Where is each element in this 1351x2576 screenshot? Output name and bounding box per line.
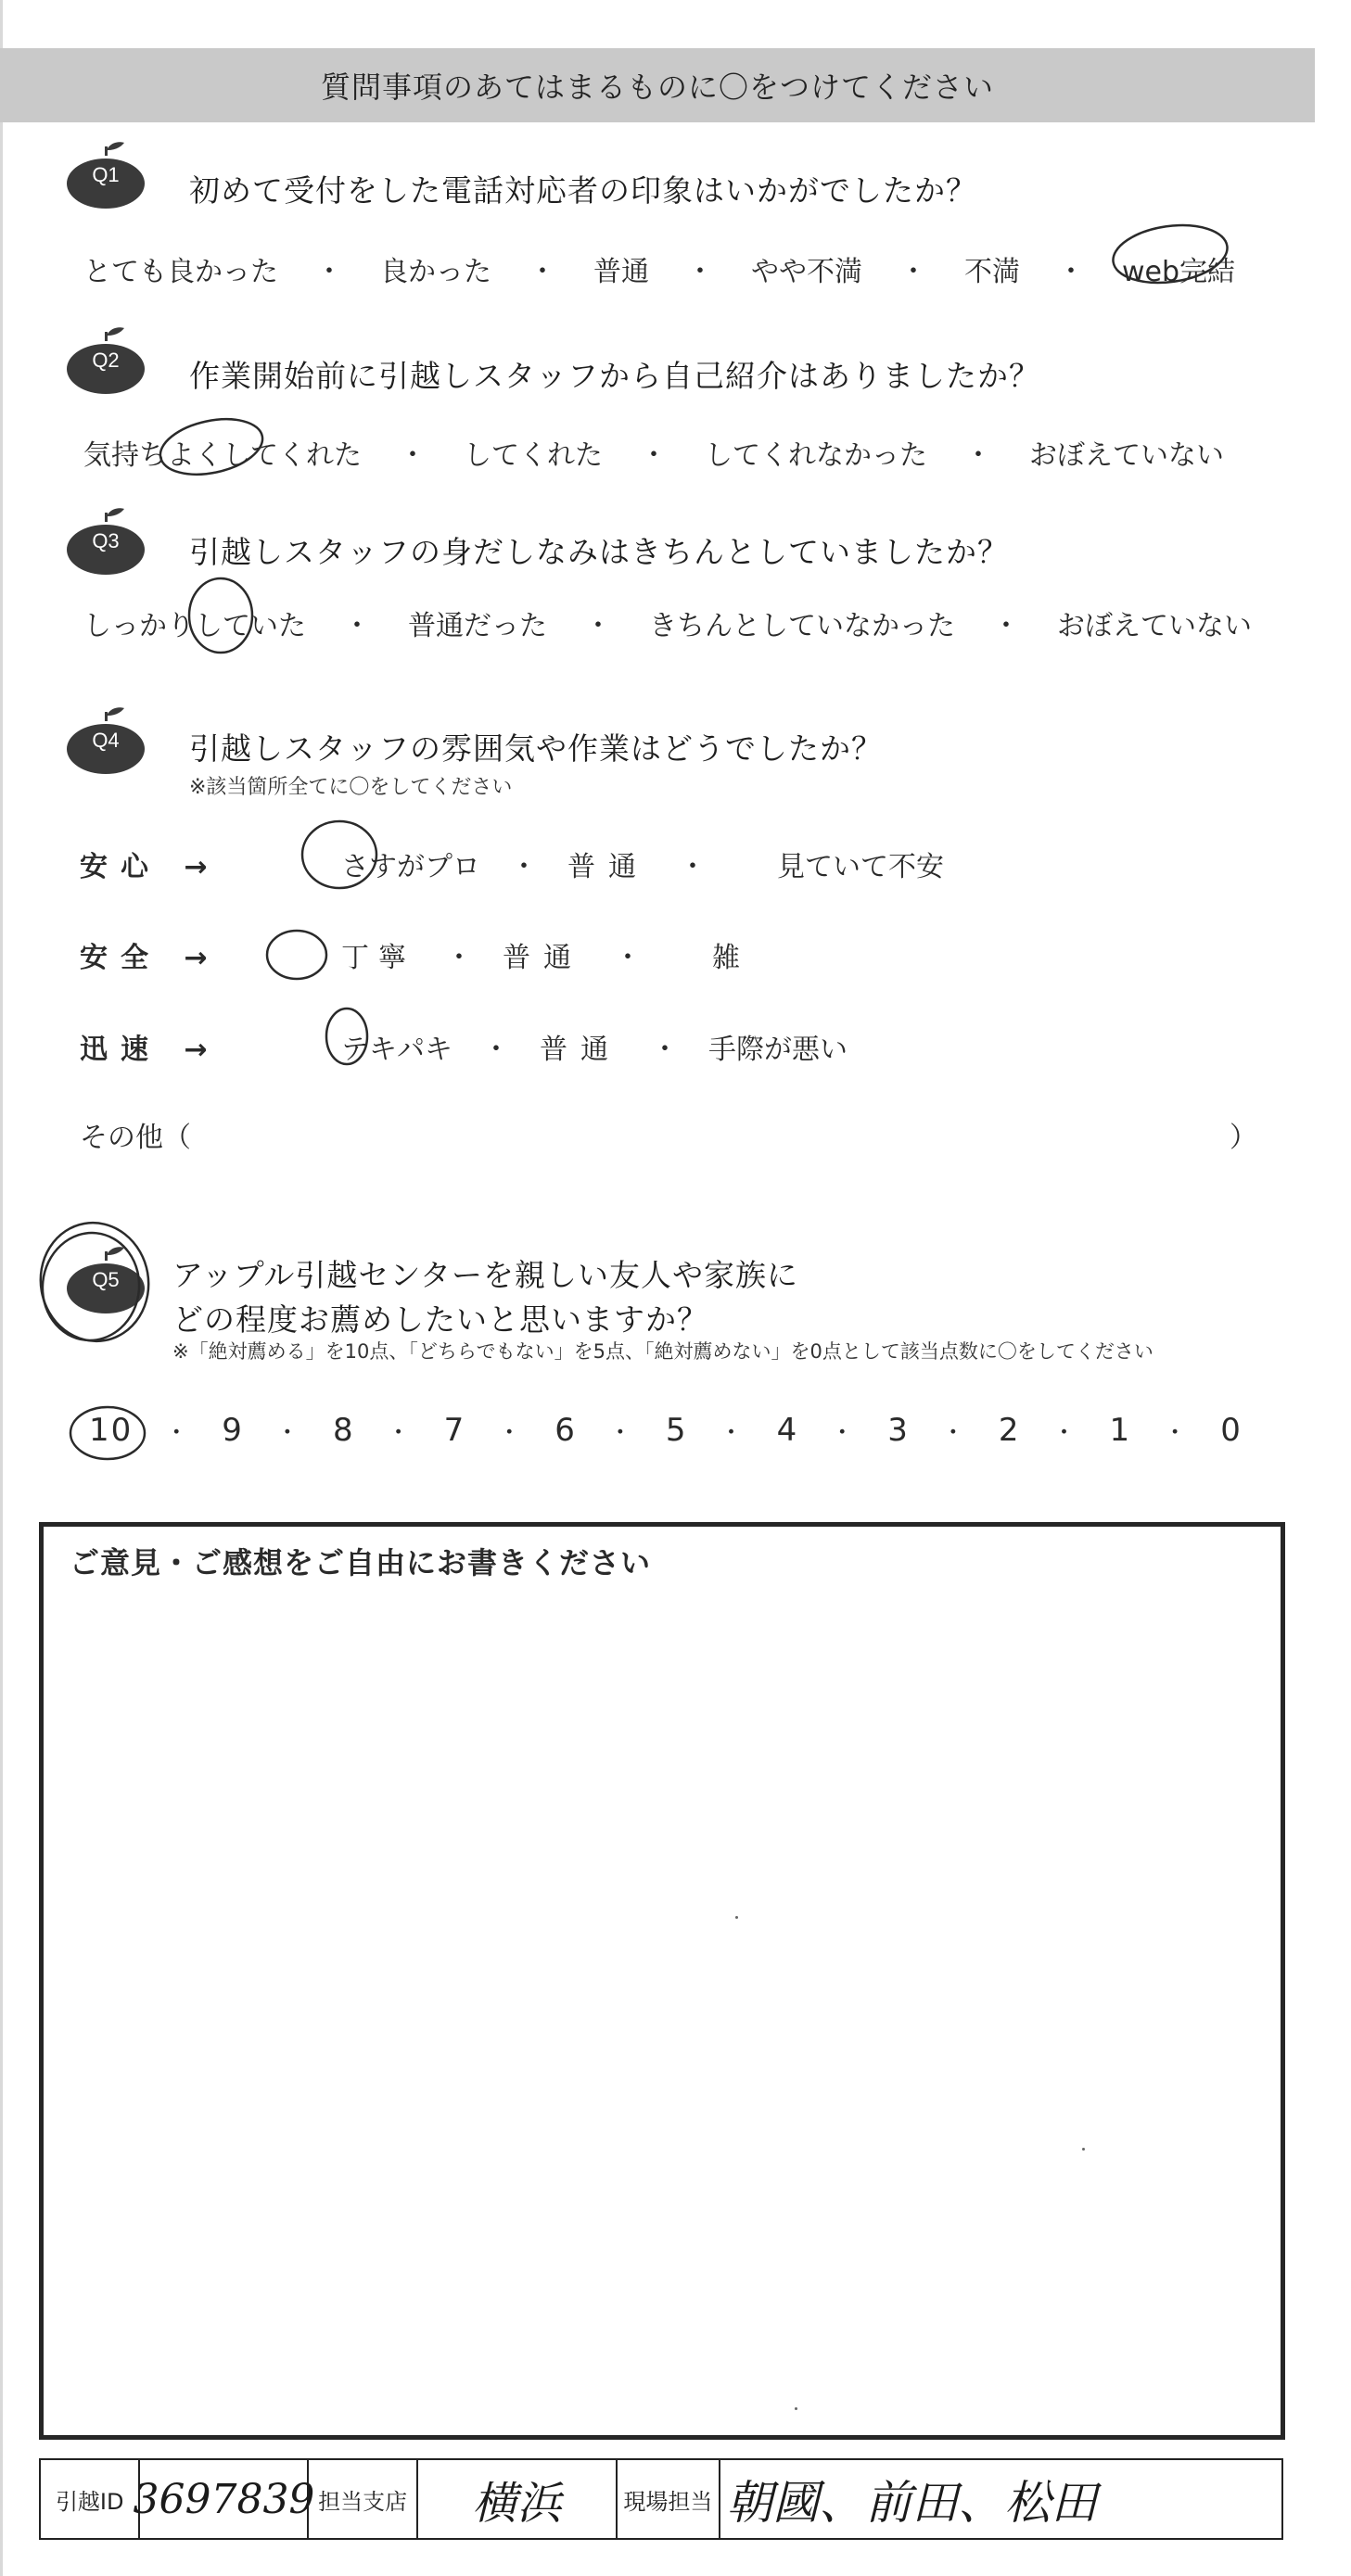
q4-other-row[interactable]	[80, 1114, 1257, 1155]
q4-row-anzen	[80, 934, 740, 975]
q5-score[interactable]: 5	[665, 1412, 688, 1449]
q2-question: 作業開始前に引越しスタッフから自己紹介はありましたか？	[189, 358, 1040, 394]
separator-dot: ・	[992, 610, 1020, 642]
q5-score[interactable]: 10	[89, 1412, 134, 1449]
q2-label: Q2	[92, 349, 120, 372]
separator-dot: ・	[164, 1418, 191, 1447]
q4-row-anshin	[80, 844, 944, 884]
q4-question: 引越しスタッフの雰囲気や作業はどうでしたか？	[189, 730, 883, 767]
q5-score[interactable]: 6	[554, 1412, 577, 1449]
q1-option[interactable]: 良かった	[380, 256, 491, 288]
q4-option[interactable]: 普通	[503, 942, 584, 974]
comment-title: ご意見・ご感想をご自由にお書きください	[70, 1545, 652, 1580]
q5-score[interactable]: 9	[222, 1412, 244, 1449]
comment-box[interactable]	[39, 1522, 1285, 2440]
separator-dot: ・	[940, 1418, 967, 1447]
q1-option[interactable]: 普通	[593, 256, 649, 288]
branch-value[interactable]: 横浜	[418, 2460, 618, 2538]
separator-dot: ・	[964, 439, 992, 472]
separator-dot: ・	[584, 610, 612, 642]
separator-dot: ・	[1051, 1418, 1078, 1447]
separator-dot: ・	[510, 851, 538, 883]
q3-options	[83, 603, 1252, 643]
scan-speck	[795, 2407, 797, 2410]
separator-dot: ・	[679, 851, 707, 883]
separator-dot: ・	[399, 439, 427, 472]
q2-option[interactable]: してくれなかった	[705, 439, 927, 472]
page-edge	[0, 0, 3, 2576]
q5-score[interactable]: 7	[443, 1412, 466, 1449]
q5-score[interactable]: 4	[776, 1412, 799, 1449]
separator-dot: ・	[607, 1418, 634, 1447]
move-id-value[interactable]: 3697839	[140, 2460, 309, 2538]
q4-option[interactable]: 普通	[567, 851, 649, 883]
q1-label: Q1	[92, 163, 120, 186]
q2-option[interactable]: してくれた	[464, 439, 603, 472]
q5-score[interactable]: 2	[998, 1412, 1021, 1449]
separator-dot: ・	[1163, 1418, 1190, 1447]
separator-dot: ・	[686, 256, 714, 288]
separator-dot: ・	[719, 1418, 746, 1447]
q4-option[interactable]: 手際が悪い	[708, 1034, 848, 1066]
branch-label: 担当支店	[309, 2460, 417, 2538]
site-staff-label: 現場担当	[618, 2460, 720, 2538]
q1-option[interactable]: web完結	[1122, 256, 1236, 288]
q1-option[interactable]: とても良かった	[83, 256, 278, 288]
q3-question: 引越しスタッフの身だしなみはきちんとしていましたか？	[189, 534, 1009, 570]
q4-option[interactable]: 丁寧	[341, 942, 415, 974]
separator-dot: ・	[445, 942, 473, 974]
scan-speck	[735, 1916, 738, 1919]
q4-apple-icon	[63, 704, 148, 777]
q4-label: Q4	[92, 729, 120, 752]
q5-apple-icon	[63, 1244, 148, 1316]
q2-option[interactable]: 気持ちよくしてくれた	[83, 439, 362, 472]
q5-score-row	[89, 1412, 1243, 1449]
q4-option[interactable]: 見ていて不安	[777, 851, 944, 883]
q2-options	[83, 432, 1224, 473]
q4-row-label: 安全 →	[80, 942, 221, 974]
q1-question: 初めて受付をした電話対応者の印象はいかがでしたか？	[189, 172, 977, 209]
q3-option[interactable]: きちんとしていなかった	[649, 610, 955, 642]
scan-speck	[1082, 2148, 1085, 2151]
q1-option[interactable]: やや不満	[751, 256, 862, 288]
separator-dot: ・	[497, 1418, 524, 1447]
separator-dot: ・	[529, 256, 556, 288]
header-title: 質問事項のあてはまるものに〇をつけてください	[320, 70, 994, 105]
q5-question-line1: アップル引越センターを親しい友人や家族に	[172, 1257, 799, 1293]
q4-option[interactable]: さすがプロ	[341, 851, 480, 883]
q5-score[interactable]: 0	[1220, 1412, 1243, 1449]
separator-dot: ・	[386, 1418, 413, 1447]
q4-row-jinsoku	[80, 1026, 848, 1067]
q5-question-line2: どの程度お薦めしたいと思いますか？	[172, 1301, 708, 1338]
separator-dot: ・	[651, 1034, 679, 1066]
footer-table	[39, 2458, 1283, 2540]
q3-option[interactable]: 普通だった	[408, 610, 547, 642]
q1-option[interactable]: 不満	[964, 256, 1020, 288]
separator-dot: ・	[899, 256, 927, 288]
separator-dot: ・	[1057, 256, 1085, 288]
q2-option[interactable]: おぼえていない	[1029, 439, 1224, 472]
separator-dot: ・	[343, 610, 371, 642]
q4-option[interactable]: テキパキ	[341, 1034, 452, 1066]
q4-option[interactable]: 普通	[540, 1034, 621, 1066]
q1-options	[83, 248, 1235, 289]
q4-other-close: ）	[1230, 1122, 1257, 1154]
q4-row-label: 安心 →	[80, 851, 221, 883]
separator-dot: ・	[315, 256, 343, 288]
q1-apple-icon	[63, 139, 148, 211]
q4-option[interactable]: 雑	[712, 942, 740, 974]
separator-dot: ・	[614, 942, 642, 974]
q3-option[interactable]: おぼえていない	[1057, 610, 1252, 642]
move-id-label: 引越ID	[41, 2460, 140, 2538]
header-bar	[0, 48, 1315, 122]
q5-score[interactable]: 8	[332, 1412, 355, 1449]
q5-score[interactable]: 1	[1109, 1412, 1132, 1449]
separator-dot: ・	[640, 439, 668, 472]
q3-apple-icon	[63, 505, 148, 577]
q5-score[interactable]: 3	[887, 1412, 910, 1449]
q4-note: ※該当箇所全てに〇をしてください	[189, 776, 513, 799]
separator-dot: ・	[482, 1034, 510, 1066]
q5-note: ※「絶対薦める」を10点、「どちらでもない」を5点、「絶対薦めない」を0点として該当点数に〇をしてください	[172, 1340, 1153, 1363]
separator-dot: ・	[830, 1418, 857, 1447]
separator-dot: ・	[274, 1418, 301, 1447]
q4-row-label: 迅速 →	[80, 1034, 221, 1066]
q3-option[interactable]: しっかりしていた	[83, 610, 306, 642]
q3-label: Q3	[92, 529, 120, 552]
q2-apple-icon	[63, 324, 148, 397]
site-staff-value[interactable]: 朝國、前田、松田	[726, 2476, 1098, 2530]
q4-other-label: その他（	[80, 1122, 191, 1154]
q5-label: Q5	[92, 1268, 120, 1291]
